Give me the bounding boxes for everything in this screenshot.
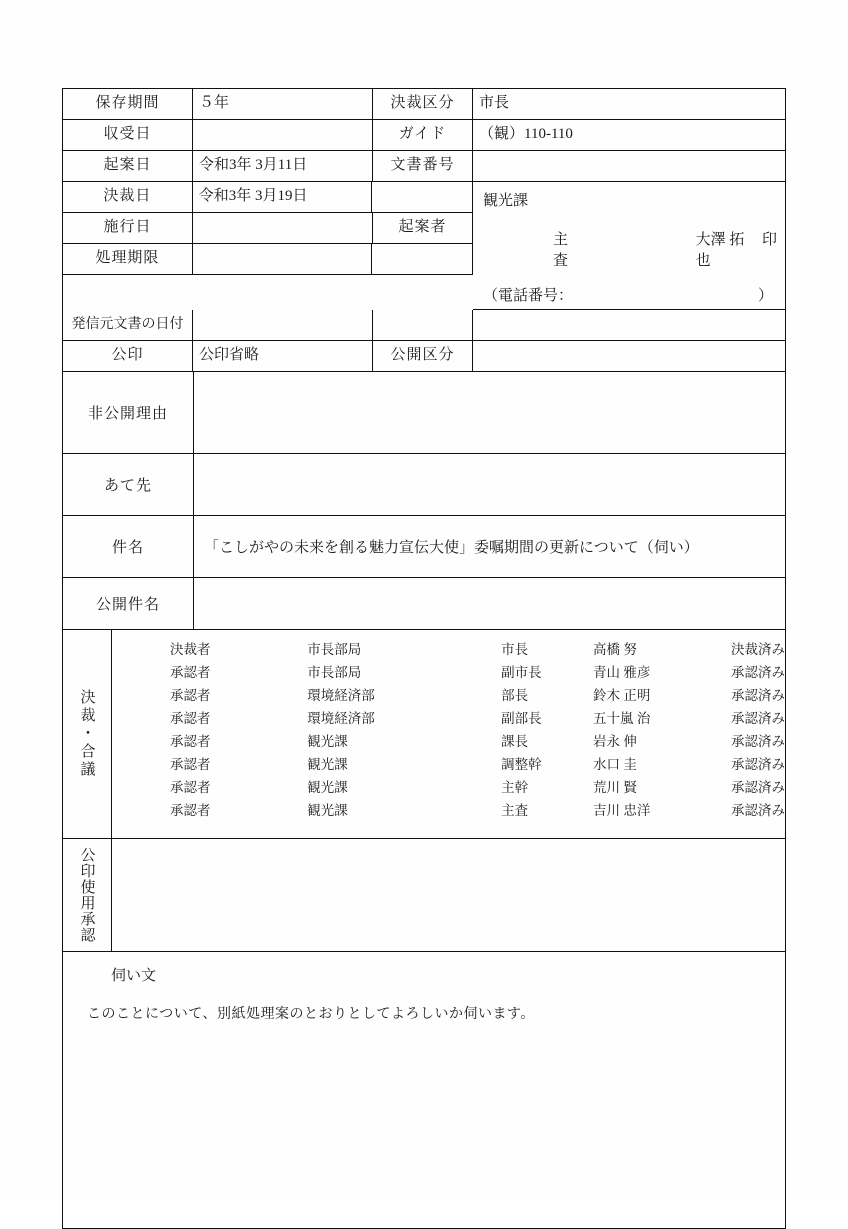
table-row xyxy=(112,705,785,728)
approval-role: 承認者 xyxy=(170,802,211,818)
approval-department: 市長部局 xyxy=(307,641,362,657)
table-row xyxy=(112,751,785,774)
drafter-details xyxy=(473,182,785,310)
approval-role: 承認者 xyxy=(170,733,211,749)
disclosure-type-label: 公開区分 xyxy=(373,341,473,371)
decision-date-label: 決裁日 xyxy=(63,182,193,212)
drafter-tel-label: （電話番号： xyxy=(483,288,574,304)
approval-type-label: 決裁区分 xyxy=(373,89,473,119)
approval-name: 高橋 努 xyxy=(593,641,637,657)
guide-value: （観）110-110 xyxy=(479,126,573,143)
public-subject-value xyxy=(194,578,785,629)
inquiry-text: このことについて、別紙処理案のとおりとしてよろしいか伺います。 xyxy=(87,1007,535,1022)
table-row xyxy=(112,682,785,705)
approval-role: 決裁者 xyxy=(170,641,211,657)
table-row xyxy=(112,636,785,659)
table-row xyxy=(112,728,785,751)
public-subject-row xyxy=(63,578,785,630)
approval-department: 観光課 xyxy=(307,733,348,749)
approval-position: 部長 xyxy=(501,687,529,703)
approval-department: 観光課 xyxy=(307,779,348,795)
disclosure-type-value xyxy=(473,341,785,371)
seal-use-approval-row xyxy=(63,839,785,952)
approval-side-label: 決裁・合議 xyxy=(78,689,95,779)
drafter-composite-row xyxy=(63,182,785,310)
document-number-value xyxy=(473,151,785,181)
addressee-value xyxy=(194,454,785,515)
approval-status: 承認済み xyxy=(731,687,785,703)
table-row xyxy=(112,797,785,820)
drafter-section: 観光課 xyxy=(483,193,529,209)
approval-table xyxy=(112,636,785,820)
document-number-label: 文書番号 xyxy=(373,151,473,181)
official-seal-label: 公印 xyxy=(63,341,193,371)
approval-role: 承認者 xyxy=(170,687,211,703)
source-doc-date-value xyxy=(193,310,373,340)
processing-deadline-label: 処理期限 xyxy=(63,244,193,274)
approval-position: 主査 xyxy=(501,802,529,818)
approval-status: 承認済み xyxy=(731,802,785,818)
approval-position: 課長 xyxy=(501,733,529,749)
approval-name: 水口 圭 xyxy=(593,756,637,772)
table-row xyxy=(112,774,785,797)
drafter-tel-close: ） xyxy=(757,288,773,304)
approval-department: 環境経済部 xyxy=(307,710,375,726)
approval-block xyxy=(63,630,785,839)
public-subject-label: 公開件名 xyxy=(63,578,194,629)
drafter-name: 大澤 拓也 xyxy=(695,232,745,269)
retention-period-value: ５年 xyxy=(193,89,373,119)
approval-name: 荒川 賢 xyxy=(593,779,637,795)
table-row xyxy=(63,89,785,120)
drafter-title: 主査 xyxy=(553,232,569,269)
drafter-seal: 印 xyxy=(761,232,777,248)
drafting-date-value: 令和3年 3月11日 xyxy=(193,151,373,181)
approval-list xyxy=(112,630,785,838)
approval-department: 環境経済部 xyxy=(307,687,375,703)
approval-position: 主幹 xyxy=(501,779,529,795)
approval-name: 五十嵐 治 xyxy=(593,710,651,726)
approval-name: 岩永 伸 xyxy=(593,733,637,749)
spacer-cell-b xyxy=(473,310,785,340)
table-row xyxy=(63,244,473,275)
approval-status: 承認済み xyxy=(731,664,785,680)
drafter-label: 起案者 xyxy=(373,213,473,243)
approval-role: 承認者 xyxy=(170,756,211,772)
subject-label: 件名 xyxy=(63,516,194,577)
source-doc-date-label: 発信元文書の日付 xyxy=(63,310,193,340)
non-disclosure-reason-value xyxy=(194,372,785,453)
approval-department: 観光課 xyxy=(307,802,348,818)
table-row xyxy=(63,213,473,244)
approval-status: 承認済み xyxy=(731,710,785,726)
inquiry-block xyxy=(63,952,785,1229)
spacer-cell-a xyxy=(373,310,473,340)
approval-role: 承認者 xyxy=(170,710,211,726)
table-row xyxy=(112,659,785,682)
processing-deadline-value xyxy=(193,244,373,274)
non-disclosure-reason-row xyxy=(63,372,785,454)
receipt-date-value xyxy=(193,120,373,150)
approval-status: 決裁済み xyxy=(731,641,785,657)
seal-use-label-cell xyxy=(63,839,112,951)
approval-status: 承認済み xyxy=(731,779,785,795)
approval-name: 吉川 忠洋 xyxy=(593,802,651,818)
seal-use-label: 公印使用承認 xyxy=(78,847,95,943)
table-row xyxy=(63,341,785,372)
table-row xyxy=(63,310,785,341)
approval-position: 副市長 xyxy=(501,664,542,680)
retention-period-label: 保存期間 xyxy=(63,89,193,119)
approval-name: 鈴木 正明 xyxy=(593,687,651,703)
addressee-label: あて先 xyxy=(63,454,194,515)
receipt-date-label: 収受日 xyxy=(63,120,193,150)
enforcement-date-value xyxy=(193,213,373,243)
approval-status: 承認済み xyxy=(731,733,785,749)
table-row xyxy=(63,120,785,151)
approval-name: 青山 雅彦 xyxy=(593,664,651,680)
approval-position: 市長 xyxy=(501,641,529,657)
approval-side-label-cell xyxy=(63,630,112,838)
guide-label: ガイド xyxy=(373,120,473,150)
official-seal-value: 公印省略 xyxy=(193,341,373,371)
decision-form-table xyxy=(62,88,786,1229)
approval-position: 調整幹 xyxy=(501,756,542,772)
approval-role: 承認者 xyxy=(170,664,211,680)
addressee-row xyxy=(63,454,785,516)
inquiry-title: 伺い文 xyxy=(111,968,157,984)
subject-row xyxy=(63,516,785,578)
seal-use-value xyxy=(112,839,785,951)
non-disclosure-reason-label: 非公開理由 xyxy=(63,372,194,453)
subject-value: 「こしがやの未来を創る魅力宣伝大使」委嘱期間の更新について（伺い） xyxy=(204,540,699,556)
approval-department: 市長部局 xyxy=(307,664,362,680)
table-row xyxy=(63,151,785,182)
drafting-date-label: 起案日 xyxy=(63,151,193,181)
table-row xyxy=(63,182,473,213)
approval-department: 観光課 xyxy=(307,756,348,772)
enforcement-date-label: 施行日 xyxy=(63,213,193,243)
approval-type-value: 市長 xyxy=(479,95,510,112)
approval-status: 承認済み xyxy=(731,756,785,772)
decision-date-value: 令和3年 3月19日 xyxy=(193,182,373,212)
approval-position: 副部長 xyxy=(501,710,542,726)
approval-role: 承認者 xyxy=(170,779,211,795)
